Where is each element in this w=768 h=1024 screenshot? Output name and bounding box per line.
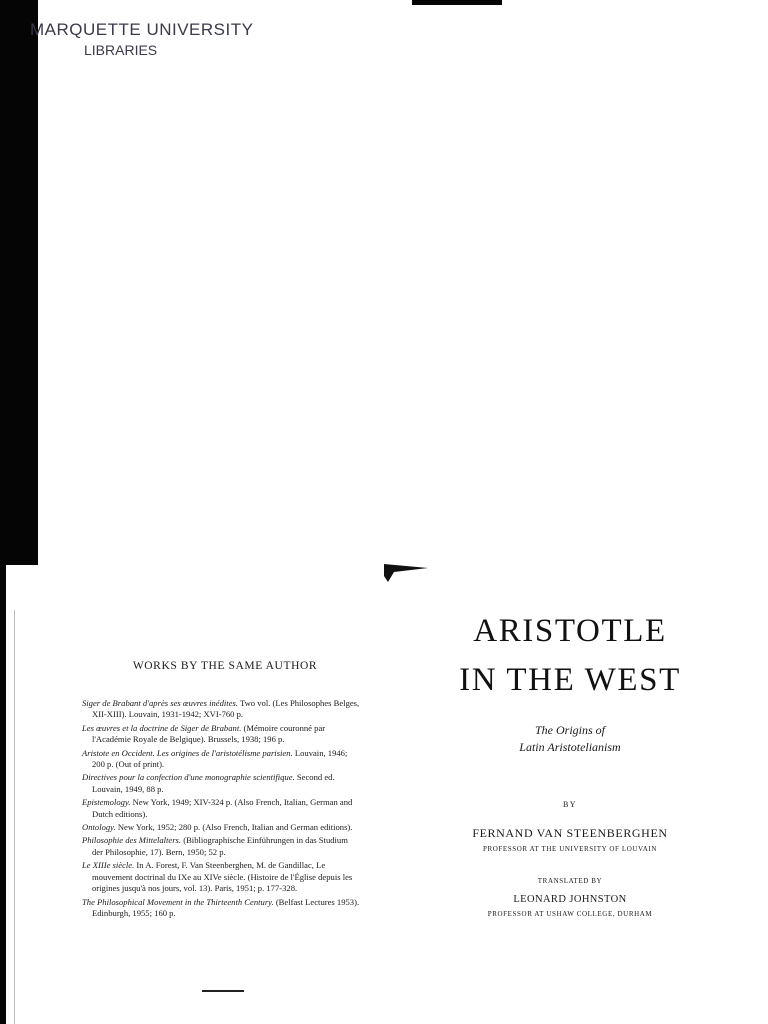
list-item (82, 835, 360, 858)
subtitle-line-2: Latin Aristotelianism (519, 740, 621, 754)
work-details: (Belfast Lectures 1953). Edinburgh, 1955; 160 p. (92, 896, 360, 918)
subtitle-line-1: The Origins of (534, 723, 605, 737)
by-label: BY (562, 800, 578, 809)
work-title: Philosophie des Mittelalters. (82, 835, 182, 846)
page-edge-line (14, 610, 15, 1024)
list-item (82, 748, 360, 771)
work-details: New York, 1949; XIV-324 p. (Also French, Italian, German and Dutch editions). (92, 797, 353, 819)
work-title: Le XIIIe siècle. (82, 860, 135, 871)
scan-mark-top (412, 0, 502, 5)
translator-affiliation: PROFESSOR AT USHAW COLLEGE, DURHAM (487, 910, 653, 918)
translated-by-label: TRANSLATED BY (537, 877, 603, 885)
book-title-line-2: IN THE WEST (459, 662, 681, 698)
list-item (82, 860, 360, 894)
divider (202, 990, 244, 992)
list-item (82, 797, 360, 820)
author-affiliation: PROFESSOR AT THE UNIVERSITY OF LOUVAIN (482, 845, 658, 853)
spine-mark (384, 564, 428, 582)
list-item (82, 822, 360, 833)
work-title: The Philosophical Movement in the Thirteenth Century. (82, 896, 274, 907)
work-details: (Mémoire couronné par l'Académie Royale de Belgique). Brussels, 1938; 196 p. (92, 722, 326, 745)
work-title: Directives pour la confection d'une monographie scientifique. (82, 772, 295, 783)
list-item (82, 897, 360, 920)
author-name: FERNAND VAN STEENBERGHEN (472, 826, 668, 840)
work-details: In A. Forest, F. Van Steenberghen, M. de Gandillac, Le mouvement doctrinal du IXe au XIVe siècle. (Histoire de l'Église depuis les origines jusqu'à nos jours, vol. 13). Paris, 1951; p. 177-328. (92, 860, 353, 894)
list-item (82, 772, 360, 795)
book-title-line-1: ARISTOTLE (473, 613, 667, 649)
works-heading: WORKS BY THE SAME AUTHOR (132, 660, 318, 672)
works-list (82, 698, 360, 921)
stamp-line-1: MARQUETTE UNIVERSITY (30, 20, 254, 39)
work-title: Aristote en Occident. Les origines de l'aristotélisme parisien. (82, 747, 293, 758)
work-details: (Bibliographische Einführungen in das Studium der Philosophie, 17). Bern, 1950; 52 p. (92, 835, 348, 857)
work-details: Louvain, 1946; 200 p. (Out of print). (92, 747, 348, 770)
stamp-line-2: LIBRARIES (84, 42, 158, 58)
book-subtitle (420, 722, 720, 756)
work-title: Les œuvres et la doctrine de Siger de Brabant. (82, 722, 242, 733)
work-details: Two vol. (Les Philosophes Belges, XII-XIII). Louvain, 1931-1942; XVI-760 p. (92, 698, 360, 720)
translator-name: LEONARD JOHNSTON (513, 894, 627, 905)
work-details: New York, 1952; 280 p. (Also French, Italian and German editions). (115, 822, 353, 833)
scan-shadow-left-strip (0, 565, 6, 1024)
work-title: Siger de Brabant d'après ses œuvres inédites. (82, 698, 238, 708)
library-stamp (30, 20, 254, 58)
work-details: Second ed. Louvain, 1949, 88 p. (92, 772, 335, 794)
list-item (82, 723, 360, 746)
list-item (82, 698, 360, 721)
work-title: Ontology. (82, 822, 116, 833)
scan-shadow-left (0, 0, 38, 565)
work-title: Epistemology. (82, 797, 131, 808)
